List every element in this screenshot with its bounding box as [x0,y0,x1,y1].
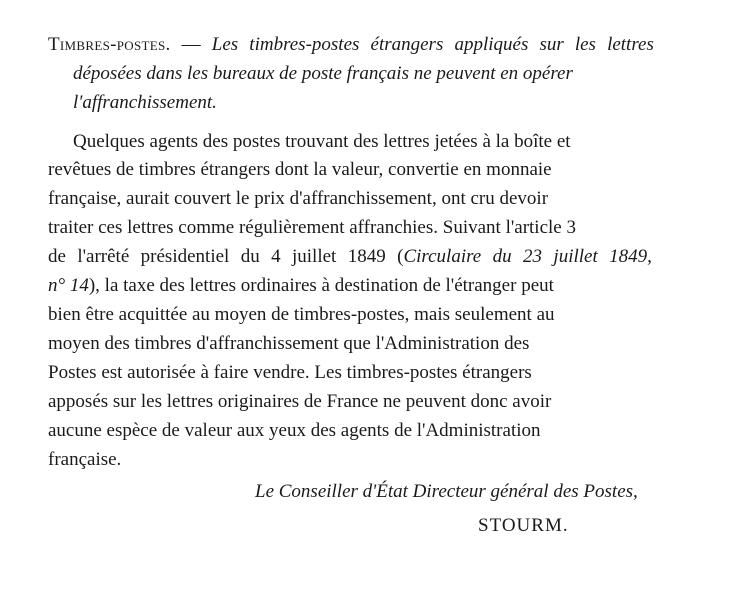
circular-number: n° 14 [48,275,89,296]
heading-dash: — [170,34,212,55]
signature-title: Le Conseiller d'État Directeur général des Postes, [255,481,638,502]
body-line-5 [48,245,652,269]
body-line-5-text: de l'arrêté présidentiel du 4 juillet 1849 ( [48,246,404,267]
heading-term: Timbres-postes. [48,34,171,55]
heading-text-1: Les timbres-postes étrangers appliqués sur les lettres [211,34,654,55]
body-line-2: revêtues de timbres étrangers dont la valeur, convertie en monnaie [48,159,552,180]
circular-reference: Circulaire du 23 juillet 1849, [403,246,652,267]
body-line-4: traiter ces lettres comme régulièrement affranchies. Suivant l'article 3 [48,217,576,238]
body-line-12: française. [48,449,122,470]
body-line-8: moyen des timbres d'affranchissement que l'Administration des [48,333,530,354]
heading-line-3: l'affranchissement. [73,92,217,113]
body-line-1: Quelques agents des postes trouvant des lettres jetées à la boîte et [73,131,571,152]
body-line-10: apposés sur les lettres originaires de France ne peuvent donc avoir [48,391,552,412]
body-line-6-text: ), la taxe des lettres ordinaires à destination de l'étranger peut [88,275,554,296]
body-line-9: Postes est autorisée à faire vendre. Les timbres-postes étrangers [48,362,532,383]
heading-line-2: déposées dans les bureaux de poste français ne peuvent en opérer [73,63,573,84]
heading-line-1 [48,33,654,57]
signature-name: STOURM. [478,515,569,536]
body-line-6 [48,274,554,298]
body-line-7: bien être acquittée au moyen de timbres-postes, mais seulement au [48,304,555,325]
body-line-3: française, aurait couvert le prix d'affranchissement, ont cru devoir [48,188,549,209]
body-line-11: aucune espèce de valeur aux yeux des agents de l'Administration [48,420,541,441]
